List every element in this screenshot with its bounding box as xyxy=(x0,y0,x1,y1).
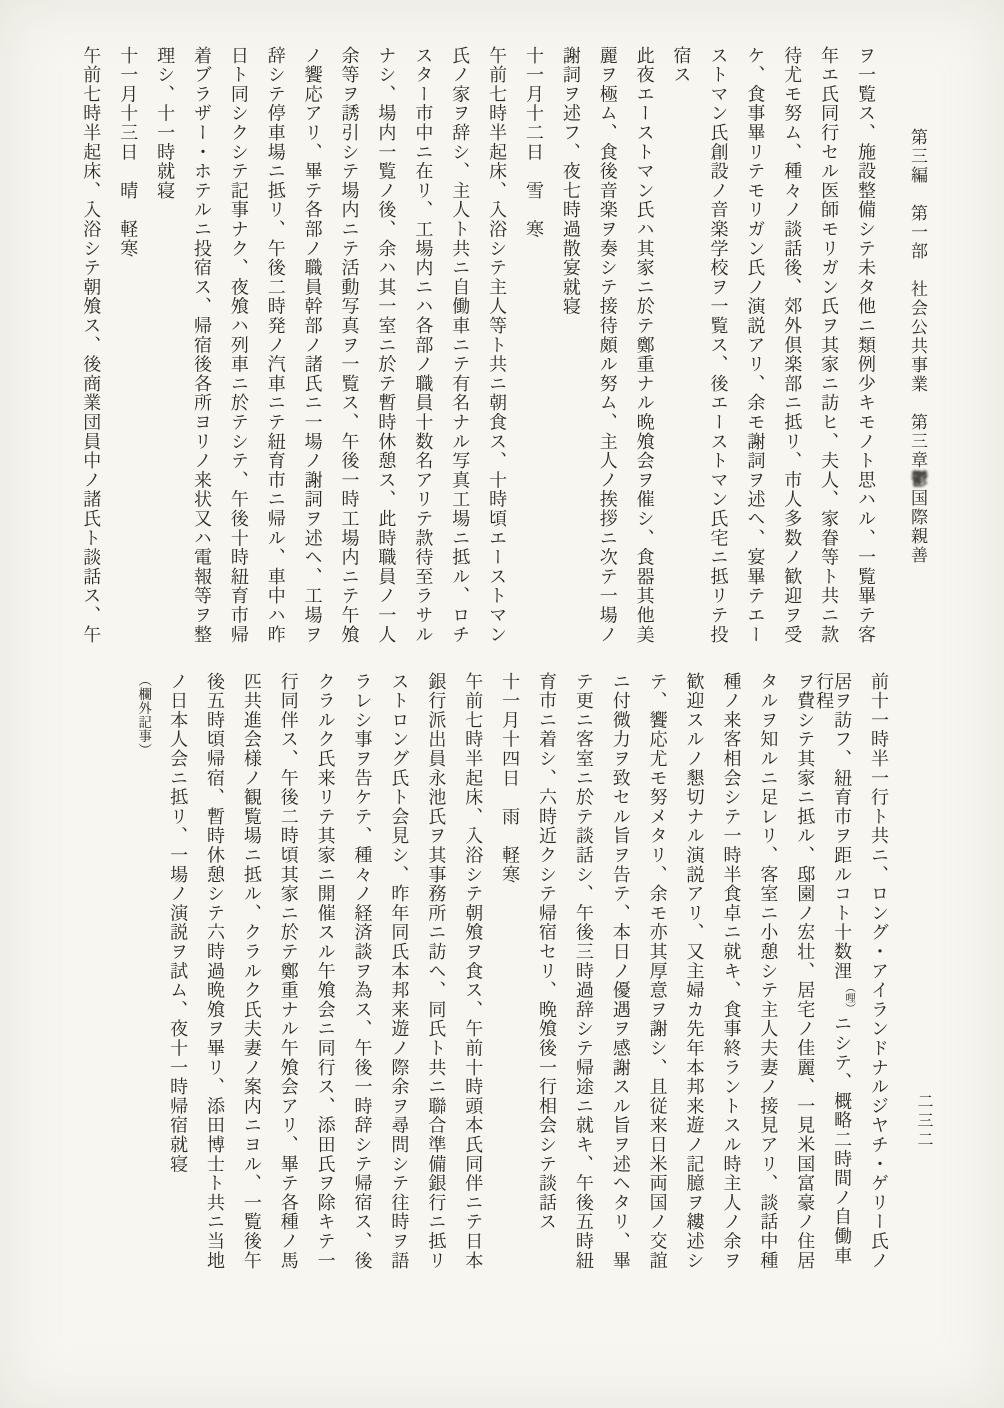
running-head-chapter-title: 国際親善 xyxy=(907,489,927,565)
text-column: 匹共進会様ノ観覧場ニ抵ル、クラルク氏夫妻ノ案内ニヨル、一覧後午 xyxy=(240,672,262,1271)
text-column: 午前七時半起床、入浴シテ朝飧ヲ食ス、午前十時頭本氏同伴ニテ日本 xyxy=(462,672,484,1271)
text-column: 謝詞ヲ述フ、夜七時過散宴就寝 xyxy=(559,46,581,317)
text-column: ノ饗応アリ、畢テ各部ノ職員幹部ノ諸氏ニ一場ノ謝詞ヲ述ヘ、工場ヲ xyxy=(301,46,323,645)
text-column: ラレシ事ヲ告ケテ、種々ノ経済談ヲ為ス、午後一時辞シテ帰宿ス、後 xyxy=(351,672,373,1271)
text-column: ストロング氏ト会見シ、昨年同氏本邦来遊ノ際余ヲ尋問シテ往時ヲ語 xyxy=(388,672,410,1271)
text-column: 育市ニ着シ、六時近クシテ帰宿セリ、晩飧後一行相会シテ談話ス xyxy=(535,672,557,1232)
running-head-sections: 第三編 第一部 社会公共事業 第三章 xyxy=(907,128,927,470)
text-column: 十一月十三日 晴 軽寒 xyxy=(117,46,139,259)
text-column: ストマン氏創設ノ音楽学校ヲ一覧ス、後エーストマン氏宅ニ抵リテ投 xyxy=(707,46,729,645)
text-column: 居ヲ訪フ、紐育市ヲ距ルコト十数浬（哩）ニシテ、概略二時間ノ自働車行程 xyxy=(813,672,857,1266)
upper-text-block xyxy=(62,46,874,652)
text-column: テ更ニ客室ニ於テ談話シ、午後三時過辞シテ帰途ニ就キ、午後五時紐 xyxy=(572,672,594,1271)
text-column: スター市中ニ在リ、工場内ニハ各部ノ職員十数名アリテ款待至ラサル xyxy=(412,46,434,645)
text-column: 着ブラザー・ホテルニ投宿ス、帰宿後各所ヨリノ来状又ハ電報等ヲ整 xyxy=(190,46,212,645)
text-column: 十一月十四日 雨 軽寒 xyxy=(499,672,521,885)
text-column: タルヲ知ルニ足レリ、客室ニ小憩シテ主人夫妻ノ接見アリ、談話中種 xyxy=(757,672,779,1271)
text-column: テ、饗応尤モ努メタリ、余モ亦其厚意ヲ謝シ、且従来日米両国ノ交誼 xyxy=(646,672,668,1271)
text-column: ヲ費シテ其家ニ抵ル、邸園ノ宏壮、居宅ノ佳麗、一見米国富豪ノ住居 xyxy=(794,672,816,1271)
text-column: ナシ、場内一覧ノ後、余ハ其一室ニ於テ暫時休憩ス、此時職員ノ一人 xyxy=(375,46,397,645)
text-column: 余等ヲ誘引シテ場内ニテ活動写真ヲ一覧ス、午後一時工場内ニテ午飧 xyxy=(338,46,360,645)
text-column: 銀行派出員永池氏ヲ其事務所ニ訪ヘ、同氏ト共ニ聯合準備銀行ニ抵リ xyxy=(425,672,447,1271)
text-column: 後五時頃帰宿、暫時休憩シテ六時過晩飧ヲ畢リ、添田博士ト共ニ当地 xyxy=(203,672,225,1271)
text-column: 氏ノ家ヲ辞シ、主人ト共ニ自働車ニテ有名ナル写真工場ニ抵ル、ロチ xyxy=(449,46,471,645)
text-column: 待尤モ努ム、種々ノ談話後、郊外倶楽部ニ抵リ、市人多数ノ歓迎ヲ受 xyxy=(781,46,803,645)
overprint-smudge: 鬱 xyxy=(907,470,927,489)
text-column: 宿ス xyxy=(670,46,692,85)
lower-text-block xyxy=(121,672,887,1278)
text-column: 年エ氏同行セル医師モリガン氏ヲ其家ニ訪ヒ、夫人、家眷等ト共ニ款 xyxy=(818,46,840,645)
text-column: 前十一時半一行ト共ニ、ロング・アイランドナルジヤチ・ゲリー氏ノ xyxy=(868,672,889,1271)
inline-gloss: （哩） xyxy=(844,981,857,1014)
text-column: ニ付微力ヲ致セル旨ヲ告テ、本日ノ優遇ヲ感謝スル旨ヲ述ヘタリ、畢 xyxy=(609,672,631,1271)
text-column: 午前七時半起床、入浴シテ朝飧ス、後商業団員中ノ諸氏ト談話ス、午 xyxy=(80,46,102,645)
text-column: 種ノ来客相会シテ一時半食卓ニ就キ、食事終ラントスル時主人ノ余ヲ xyxy=(720,672,742,1271)
text-column: クラルク氏来リテ其家ニ開催スル午飧会ニ同行ス、添田氏ヲ除キテ一 xyxy=(314,672,336,1271)
page-number: 二三二 xyxy=(915,1093,934,1150)
text-column: 歓迎スルノ懇切ナル演説アリ、又主婦カ先年本邦来遊ノ記臆ヲ縷述シ xyxy=(683,672,705,1271)
text-column: 理シ、十一時就寝 xyxy=(154,46,176,201)
running-head xyxy=(905,128,930,598)
text-column: 此夜エーストマン氏ハ其家ニ於テ鄭重ナル晩飧会ヲ催シ、食器其他美 xyxy=(633,46,655,645)
text-column: 日ト同シクシテ記事ナク、夜飧ハ列車ニ於テシテ、午後十時紐育市帰 xyxy=(227,46,249,645)
text-column: 辞シテ停車場ニ抵リ、午後二時発ノ汽車ニテ紐育市ニ帰ル、車中ハ昨 xyxy=(264,46,286,645)
text-column: ヲ一覧ス、施設整備シテ未タ他ニ類例少キモノト思ハル、一覧畢テ客 xyxy=(855,46,876,645)
text-column: 十一月十二日 雪 寒 xyxy=(522,46,544,239)
text-column: ケ、食事畢リテモリガン氏ノ演説アリ、余モ謝詞ヲ述ヘ、宴畢テエー xyxy=(744,46,766,645)
text-column: ノ日本人会ニ抵リ、一場ノ演説ヲ試ム、夜十一時帰宿就寝 xyxy=(167,672,189,1174)
text-column: 午前七時半起床、入浴シテ主人等ト共ニ朝食ス、十時頃エーストマン xyxy=(486,46,508,645)
text-column: 行同伴ス、午後二時頃其家ニ於テ鄭重ナル午飧会アリ、畢テ各種ノ馬 xyxy=(277,672,299,1271)
text-column: 麗ヲ極ム、食後音楽ヲ奏シテ接待頗ル努ム、主人ノ挨拶ニ次テ一場ノ xyxy=(596,46,618,645)
margin-note: （欄外記事） xyxy=(135,673,152,757)
